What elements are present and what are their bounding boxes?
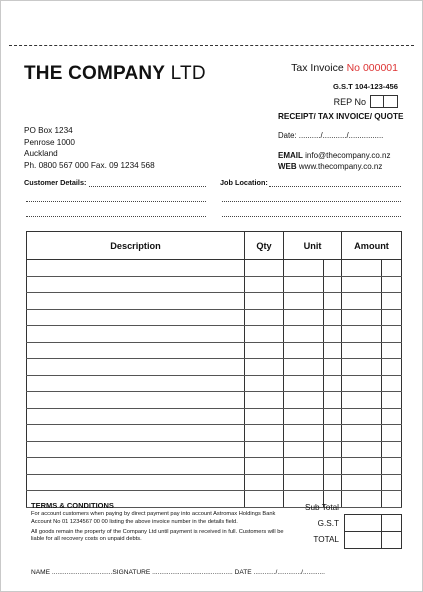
terms-title: TERMS & CONDITIONS — [31, 501, 114, 510]
total-amount-box[interactable] — [344, 531, 402, 549]
unit-cents-cell[interactable] — [324, 425, 342, 442]
rep-no-box-2[interactable] — [383, 95, 398, 108]
amount-dollars-cell[interactable] — [342, 375, 382, 392]
rep-no-row — [334, 95, 398, 108]
job-location-line-1[interactable] — [269, 186, 401, 187]
tax-invoice-heading — [291, 62, 398, 74]
table-row — [27, 342, 402, 359]
customer-details-line-2[interactable] — [26, 201, 206, 202]
unit-cents-cell[interactable] — [324, 260, 342, 277]
description-cell[interactable] — [27, 293, 245, 310]
amount-dollars-cell[interactable] — [342, 425, 382, 442]
amount-cents-cell[interactable] — [382, 342, 402, 359]
table-row — [27, 293, 402, 310]
table-row — [27, 309, 402, 326]
rep-no-box-1[interactable] — [370, 95, 384, 108]
description-cell[interactable] — [27, 359, 245, 376]
qty-cell[interactable] — [245, 458, 284, 475]
unit-cents-cell[interactable] — [324, 392, 342, 409]
job-location-line-3[interactable] — [222, 216, 401, 217]
terms-and-conditions — [31, 502, 296, 546]
gst-number: G.S.T 104-123-456 — [332, 82, 398, 91]
description-cell[interactable] — [27, 342, 245, 359]
amount-dollars-cell[interactable] — [342, 408, 382, 425]
unit-cents-cell[interactable] — [324, 375, 342, 392]
column-header-description: Description — [27, 232, 245, 260]
company-contact — [278, 150, 390, 172]
table-row — [27, 441, 402, 458]
column-header-qty: Qty — [245, 232, 284, 260]
unit-dollars-cell[interactable] — [284, 276, 324, 293]
amount-cents-cell[interactable] — [382, 392, 402, 409]
description-cell[interactable] — [27, 441, 245, 458]
table-row — [27, 408, 402, 425]
unit-cents-cell[interactable] — [324, 293, 342, 310]
company-address — [24, 125, 155, 171]
amount-dollars-cell[interactable] — [342, 441, 382, 458]
unit-dollars-cell[interactable] — [284, 474, 324, 491]
email-value: info@thecompany.co.nz — [305, 151, 391, 160]
line-items-table — [26, 231, 402, 508]
amount-cents-cell[interactable] — [382, 309, 402, 326]
unit-dollars-cell[interactable] — [284, 375, 324, 392]
address-phone: Ph. 0800 567 000 Fax. 09 1234 568 — [24, 160, 155, 170]
table-row — [27, 392, 402, 409]
perforation-line — [9, 45, 414, 46]
amount-dollars-cell[interactable] — [342, 474, 382, 491]
unit-dollars-cell[interactable] — [284, 342, 324, 359]
amount-cents-cell[interactable] — [382, 293, 402, 310]
amount-dollars-cell[interactable] — [342, 260, 382, 277]
unit-cents-cell[interactable] — [324, 359, 342, 376]
unit-dollars-cell[interactable] — [284, 293, 324, 310]
unit-cents-cell[interactable] — [324, 474, 342, 491]
unit-cents-cell[interactable] — [324, 342, 342, 359]
gst-label: G.S.T — [317, 519, 339, 528]
customer-details-line-3[interactable] — [26, 216, 206, 217]
description-cell[interactable] — [27, 408, 245, 425]
amount-dollars-cell[interactable] — [342, 276, 382, 293]
qty-cell[interactable] — [245, 408, 284, 425]
amount-dollars-cell[interactable] — [342, 293, 382, 310]
description-cell[interactable] — [27, 326, 245, 343]
document-type: RECEIPT/ TAX INVOICE/ QUOTE — [278, 112, 404, 121]
unit-cents-cell[interactable] — [324, 276, 342, 293]
qty-cell[interactable] — [245, 441, 284, 458]
total-label: TOTAL — [313, 535, 339, 544]
description-cell[interactable] — [27, 425, 245, 442]
web-label: WEB — [278, 162, 297, 171]
customer-details-line-1[interactable] — [89, 186, 206, 187]
amount-dollars-cell[interactable] — [342, 392, 382, 409]
unit-dollars-cell[interactable] — [284, 425, 324, 442]
qty-cell[interactable] — [245, 260, 284, 277]
unit-dollars-cell[interactable] — [284, 408, 324, 425]
signature-line[interactable]: NAME .................................SIGNATURE ............................................ DATE ............/............./............ — [31, 569, 325, 576]
unit-dollars-cell[interactable] — [284, 309, 324, 326]
unit-cents-cell[interactable] — [324, 309, 342, 326]
amount-cents-cell[interactable] — [382, 408, 402, 425]
unit-dollars-cell[interactable] — [284, 326, 324, 343]
amount-cents-cell[interactable] — [382, 458, 402, 475]
table-row — [27, 359, 402, 376]
invoice-no-label: No — [346, 62, 361, 74]
table-row — [27, 375, 402, 392]
line-items-body — [27, 260, 402, 508]
amount-dollars-cell[interactable] — [342, 342, 382, 359]
table-row — [27, 458, 402, 475]
description-cell[interactable] — [27, 375, 245, 392]
description-cell[interactable] — [27, 458, 245, 475]
qty-cell[interactable] — [245, 375, 284, 392]
amount-cents-cell[interactable] — [382, 441, 402, 458]
amount-cents-cell[interactable] — [382, 326, 402, 343]
description-cell[interactable] — [27, 309, 245, 326]
terms-payment-text: For account customers when paying by direct payment pay into account Astromax Holdings Bank Account No 01 1234567 00 00 listing the above invoice number in the details field. — [31, 511, 276, 525]
qty-cell[interactable] — [245, 474, 284, 491]
unit-dollars-cell[interactable] — [284, 441, 324, 458]
table-header-row — [27, 232, 402, 260]
unit-cents-cell[interactable] — [324, 441, 342, 458]
date-field[interactable]: Date: ........../.........../................ — [278, 131, 384, 140]
table-row — [27, 276, 402, 293]
customer-details-label: Customer Details: — [24, 178, 87, 187]
unit-dollars-cell[interactable] — [284, 392, 324, 409]
qty-cell[interactable] — [245, 359, 284, 376]
description-cell[interactable] — [27, 260, 245, 277]
company-name-suffix: LTD — [170, 63, 206, 84]
amount-cents-cell[interactable] — [382, 359, 402, 376]
amount-cents-cell[interactable] — [382, 474, 402, 491]
qty-cell[interactable] — [245, 276, 284, 293]
qty-cell[interactable] — [245, 342, 284, 359]
column-header-unit: Unit — [284, 232, 342, 260]
amount-cents-cell[interactable] — [382, 260, 402, 277]
amount-dollars-cell[interactable] — [342, 491, 382, 508]
amount-dollars-cell[interactable] — [342, 326, 382, 343]
column-header-amount: Amount — [342, 232, 402, 260]
qty-cell[interactable] — [245, 293, 284, 310]
job-location-line-2[interactable] — [222, 201, 401, 202]
company-name-bold: THE COMPANY — [24, 63, 166, 84]
address-line: Penrose 1000 — [24, 137, 75, 147]
unit-dollars-cell[interactable] — [284, 359, 324, 376]
amount-cents-cell[interactable] — [382, 276, 402, 293]
amount-dollars-cell[interactable] — [342, 458, 382, 475]
subtotal-label: Sub Total — [305, 503, 339, 512]
job-location-label: Job Location: — [220, 178, 268, 187]
address-line: Auckland — [24, 149, 58, 158]
amount-dollars-cell[interactable] — [342, 309, 382, 326]
company-name — [24, 63, 206, 85]
tax-invoice-label: Tax Invoice — [291, 62, 344, 74]
unit-cents-cell[interactable] — [324, 326, 342, 343]
email-label: EMAIL — [278, 151, 303, 160]
description-cell[interactable] — [27, 474, 245, 491]
web-value: www.thecompany.co.nz — [298, 162, 383, 171]
table-row — [27, 474, 402, 491]
description-cell[interactable] — [27, 392, 245, 409]
unit-dollars-cell[interactable] — [284, 458, 324, 475]
qty-cell[interactable] — [245, 309, 284, 326]
unit-dollars-cell[interactable] — [284, 260, 324, 277]
terms-ownership-text: All goods remain the property of the Company Ltd until payment is received in full. Customers will be liable for all recovery costs on unpaid debts. — [31, 528, 284, 543]
invoice-number: 000001 — [362, 62, 398, 74]
gst-amount-box[interactable] — [344, 514, 402, 532]
amount-cents-cell[interactable] — [382, 491, 402, 508]
unit-cents-cell[interactable] — [324, 458, 342, 475]
qty-cell[interactable] — [245, 326, 284, 343]
description-cell[interactable] — [27, 276, 245, 293]
qty-cell[interactable] — [245, 392, 284, 409]
table-row — [27, 326, 402, 343]
amount-cents-cell[interactable] — [382, 425, 402, 442]
table-row — [27, 425, 402, 442]
amount-dollars-cell[interactable] — [342, 359, 382, 376]
rep-no-label: REP No — [333, 96, 366, 107]
qty-cell[interactable] — [245, 425, 284, 442]
amount-cents-cell[interactable] — [382, 375, 402, 392]
unit-cents-cell[interactable] — [324, 408, 342, 425]
table-row — [27, 260, 402, 277]
address-line: PO Box 1234 — [24, 126, 73, 135]
